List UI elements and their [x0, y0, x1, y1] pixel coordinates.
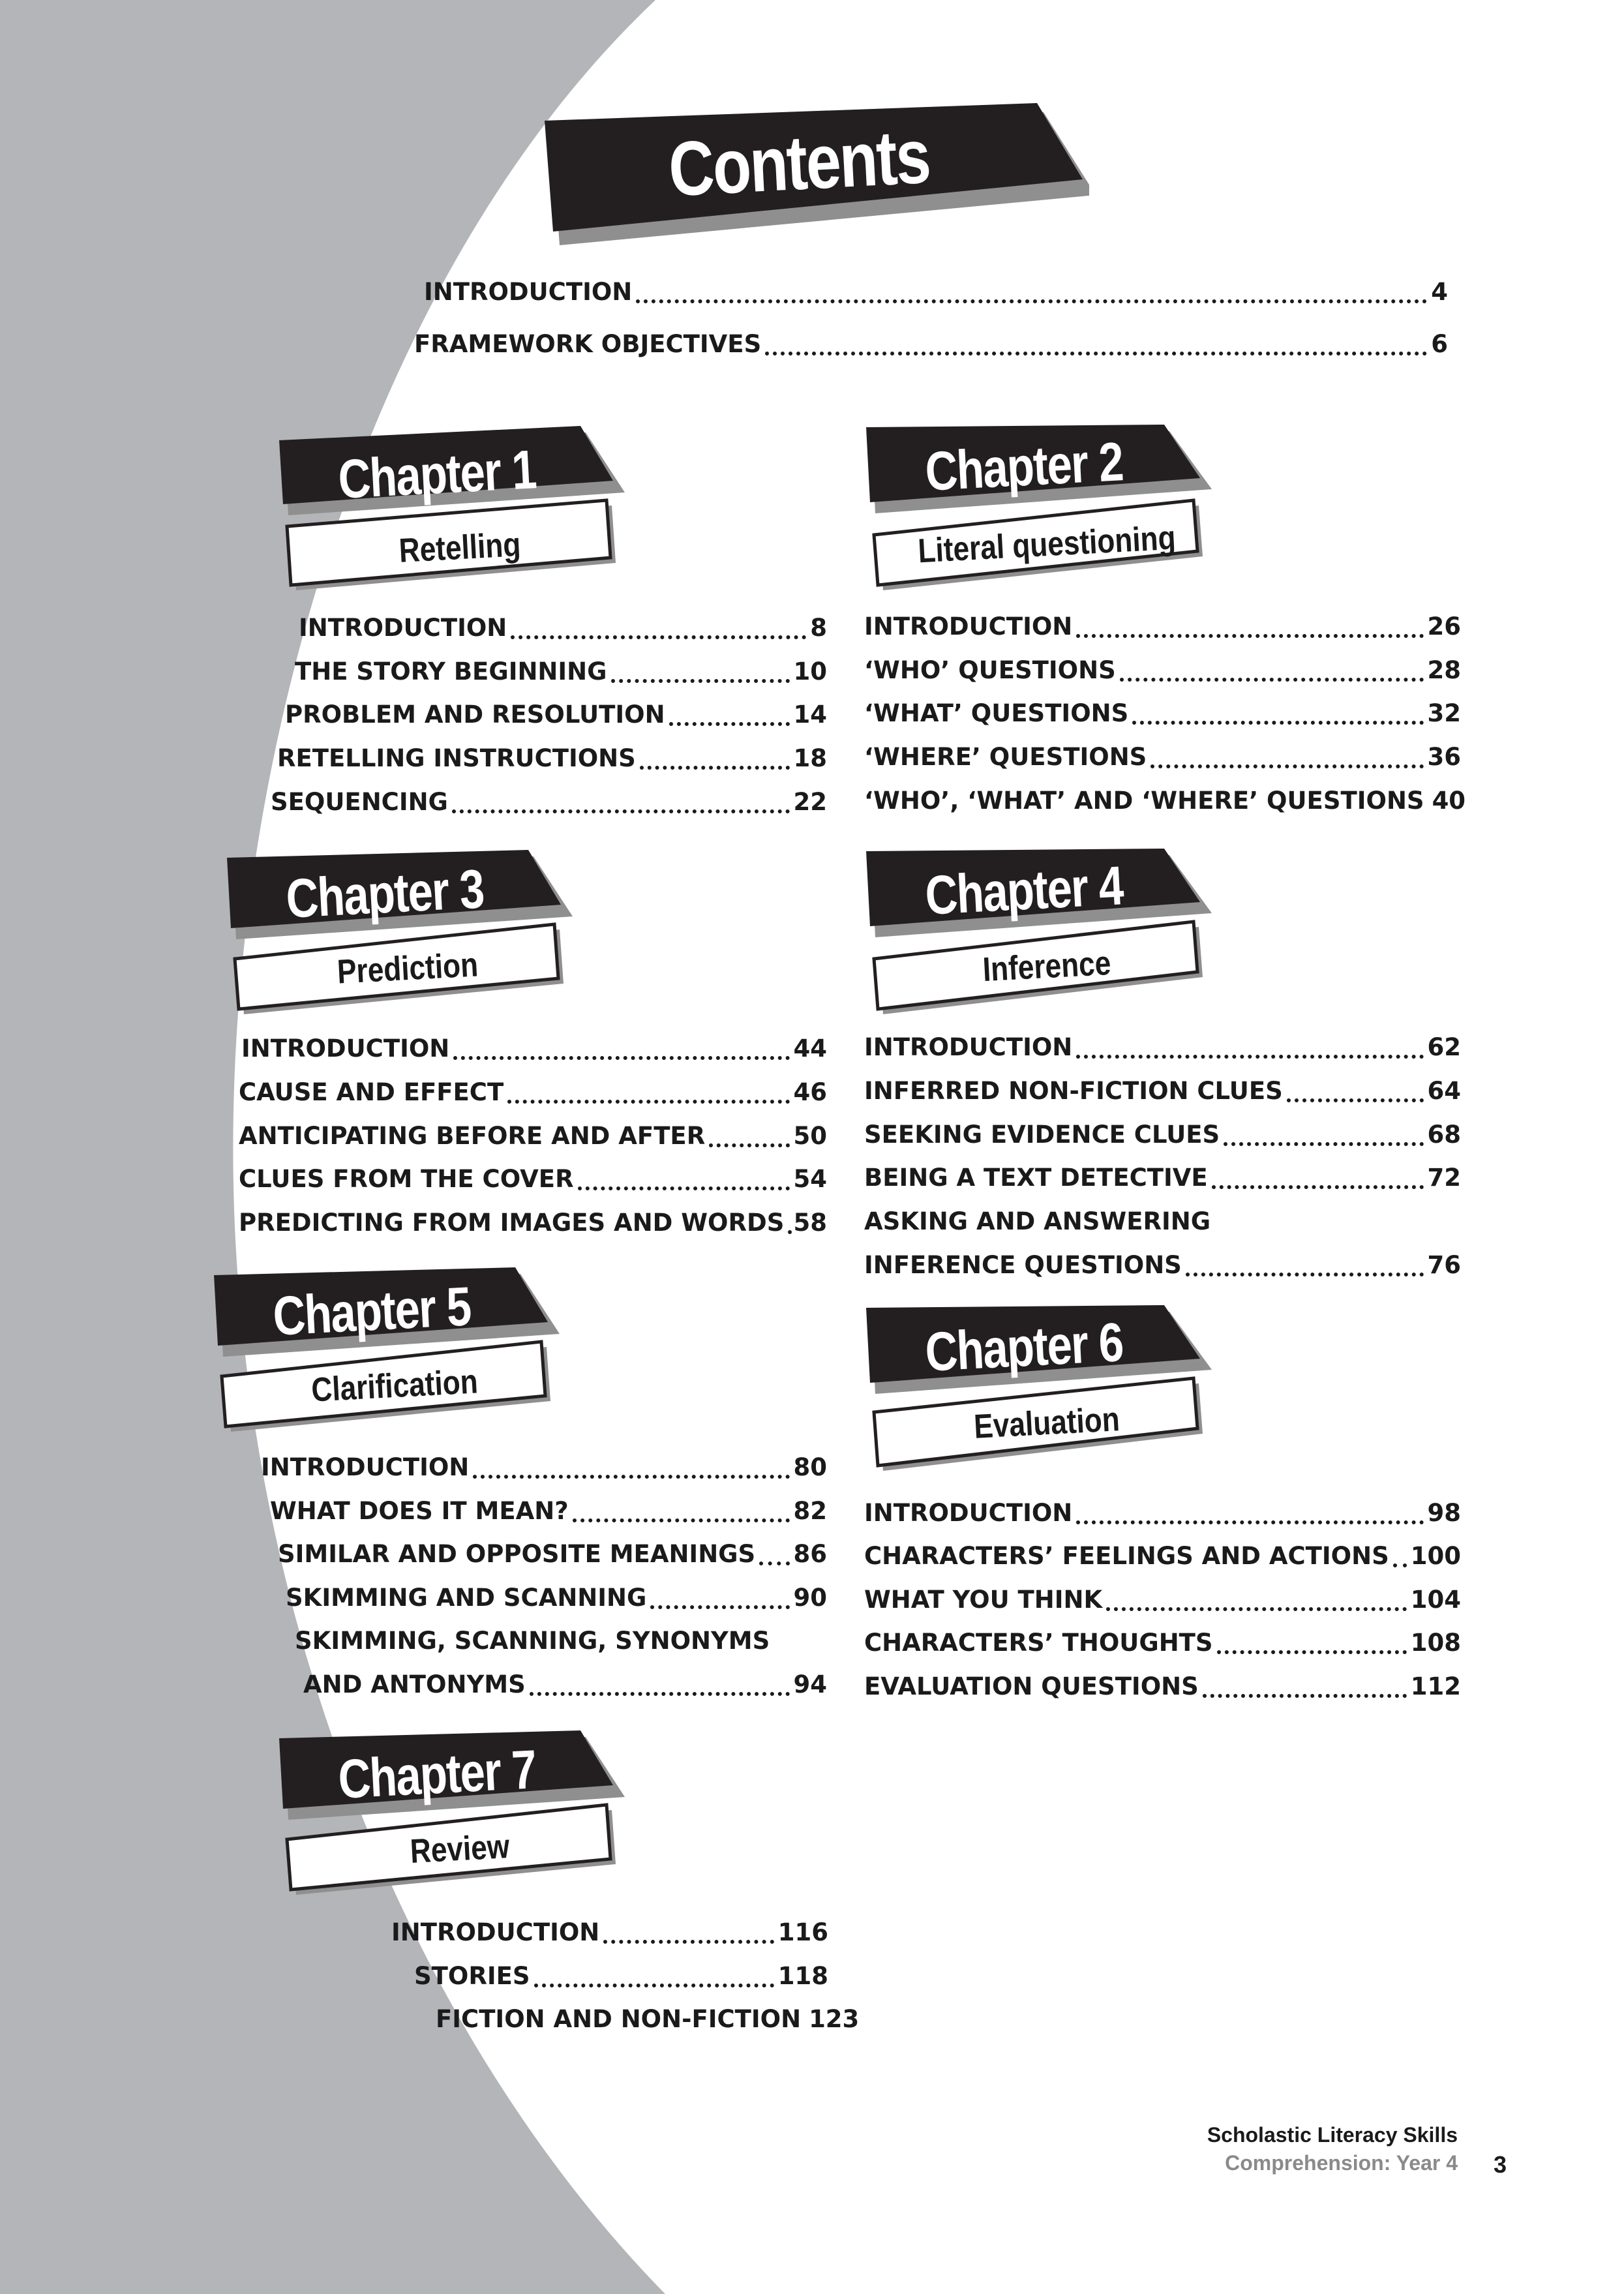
toc-label: AND ANTONYMS [303, 1670, 526, 1698]
toc-label: ASKING AND ANSWERING [864, 1207, 1211, 1235]
toc-label: INFERRED NON-FICTION CLUES [864, 1077, 1283, 1105]
toc-label: THE STORY BEGINNING [295, 657, 607, 686]
footer-series-title: Scholastic Literacy Skills [1207, 2123, 1458, 2147]
toc-page: 86 [793, 1540, 827, 1568]
toc-label: PROBLEM AND RESOLUTION [285, 701, 665, 729]
leader-dots [452, 804, 790, 813]
chapter-subtitle: Evaluation [972, 1400, 1121, 1446]
toc-label: INTRODUCTION [241, 1034, 450, 1063]
toc-label: SKIMMING AND SCANNING [286, 1584, 647, 1612]
toc-row[interactable] [864, 783, 1466, 819]
leader-dots [511, 630, 806, 639]
leader-dots [1224, 1137, 1423, 1146]
toc-label: SIMILAR AND OPPOSITE MEANINGS [278, 1540, 756, 1568]
leader-dots [603, 1935, 774, 1944]
leader-dots [573, 1513, 790, 1522]
toc-label: ANTICIPATING BEFORE AND AFTER [239, 1122, 706, 1150]
toc-label: INTRODUCTION [299, 614, 507, 642]
toc-label: SEEKING EVIDENCE CLUES [864, 1121, 1220, 1149]
toc-page: 18 [793, 744, 827, 772]
leader-dots [534, 1978, 774, 1987]
leader-dots [1120, 672, 1424, 682]
toc-label: WHAT YOU THINK [864, 1586, 1103, 1614]
toc-page: 46 [793, 1078, 827, 1106]
chapter-6-badge [861, 1301, 1226, 1477]
toc-label: CLUES FROM THE COVER [239, 1165, 574, 1193]
toc-page: 108 [1410, 1629, 1461, 1657]
toc-page: 28 [1427, 656, 1461, 684]
toc-row[interactable] [270, 1493, 827, 1530]
page-title: Contents [667, 113, 931, 213]
toc-page: 94 [793, 1670, 827, 1698]
chapter-title: Chapter 4 [924, 854, 1124, 926]
toc-page: 64 [1427, 1077, 1461, 1105]
leader-dots [765, 346, 1427, 355]
chapter-title: Chapter 7 [337, 1738, 537, 1810]
chapter-title: Chapter 3 [284, 857, 485, 929]
leader-dots [473, 1470, 789, 1479]
toc-row[interactable] [299, 610, 827, 646]
toc-row[interactable] [864, 1203, 1461, 1240]
toc-row[interactable] [285, 697, 827, 733]
toc-row-introduction[interactable] [424, 274, 1448, 310]
toc-row[interactable] [864, 695, 1461, 732]
toc-row[interactable] [239, 1118, 827, 1155]
leader-dots [650, 1600, 789, 1609]
toc-label: SKIMMING, SCANNING, SYNONYMS [295, 1627, 770, 1655]
toc-row[interactable] [864, 1160, 1461, 1196]
toc-row[interactable] [271, 784, 827, 821]
leader-dots [1150, 759, 1423, 768]
toc-row[interactable] [864, 1247, 1461, 1284]
leader-dots [1393, 1558, 1407, 1567]
toc-row[interactable] [864, 609, 1461, 645]
toc-page: 68 [1427, 1121, 1461, 1149]
leader-dots [1203, 1689, 1407, 1698]
chapter-4-badge [861, 845, 1226, 1021]
toc-row[interactable] [295, 1623, 827, 1659]
toc-row[interactable] [864, 1582, 1461, 1618]
leader-dots [611, 674, 790, 683]
chapter-7-badge [274, 1725, 639, 1901]
chapter-5-badge [209, 1262, 574, 1438]
chapter-title: Chapter 2 [924, 430, 1124, 502]
leader-dots [669, 717, 790, 726]
toc-row[interactable] [239, 1074, 827, 1111]
toc-label: INTRODUCTION [864, 1033, 1073, 1061]
toc-page: 80 [793, 1453, 827, 1481]
toc-page: 58 [793, 1209, 827, 1237]
toc-row[interactable] [277, 740, 827, 777]
leader-dots [1287, 1093, 1424, 1102]
leader-dots [759, 1556, 789, 1565]
toc-row[interactable] [864, 739, 1461, 776]
toc-page: 36 [1427, 743, 1461, 771]
toc-page: 116 [777, 1918, 828, 1946]
page-number: 3 [1494, 2151, 1507, 2178]
leader-dots [709, 1138, 789, 1147]
toc-label: INFERENCE QUESTIONS [864, 1251, 1182, 1279]
toc-page: 44 [793, 1034, 827, 1063]
toc-row[interactable] [436, 2001, 860, 2038]
toc-label: BEING A TEXT DETECTIVE [864, 1164, 1208, 1192]
toc-label: CHARACTERS’ FEELINGS AND ACTIONS [864, 1542, 1389, 1570]
toc-page: 32 [1427, 699, 1461, 727]
toc-row[interactable] [864, 1029, 1461, 1066]
chapter-3-badge [222, 845, 587, 1021]
toc-row[interactable] [864, 1538, 1461, 1575]
leader-dots [640, 761, 790, 770]
toc-label: ‘WHO’, ‘WHAT’ AND ‘WHERE’ QUESTIONS [864, 787, 1424, 815]
toc-row[interactable] [286, 1580, 827, 1616]
chapter-subtitle: Prediction [336, 946, 479, 991]
toc-label: FRAMEWORK OBJECTIVES [414, 330, 762, 358]
toc-label: SEQUENCING [271, 788, 448, 816]
toc-row[interactable] [303, 1667, 827, 1703]
leader-dots [788, 1225, 789, 1234]
toc-page: 22 [793, 788, 827, 816]
toc-page: 8 [810, 614, 827, 642]
leader-dots [636, 294, 1427, 303]
chapter-subtitle: Review [409, 1828, 511, 1871]
toc-row[interactable] [261, 1449, 827, 1486]
toc-page: 118 [777, 1962, 828, 1990]
toc-page: 40 [1432, 787, 1466, 815]
toc-row[interactable] [239, 1161, 827, 1198]
chapter-title: Chapter 5 [271, 1275, 472, 1347]
toc-label: INTRODUCTION [864, 1499, 1073, 1527]
leader-dots [1076, 1049, 1423, 1059]
footer-book-subtitle: Comprehension: Year 4 [1225, 2151, 1458, 2175]
toc-label: ‘WHO’ QUESTIONS [864, 656, 1116, 684]
toc-page: 82 [793, 1497, 827, 1525]
toc-row[interactable] [864, 1625, 1461, 1661]
toc-page: 76 [1427, 1251, 1461, 1279]
toc-label: STORIES [414, 1962, 530, 1990]
chapter-subtitle: Literal questioning [917, 519, 1177, 571]
chapter-title: Chapter 1 [337, 438, 537, 510]
toc-label: WHAT DOES IT MEAN? [270, 1497, 569, 1525]
toc-row[interactable] [239, 1205, 827, 1241]
leader-dots [1217, 1645, 1407, 1654]
toc-page: 62 [1427, 1033, 1461, 1061]
chapter-2-badge [861, 421, 1226, 597]
leader-dots [1212, 1180, 1424, 1189]
leader-dots [453, 1051, 789, 1060]
chapter-subtitle: Clarification [310, 1363, 479, 1410]
toc-label: INTRODUCTION [424, 278, 633, 306]
toc-label: INTRODUCTION [261, 1453, 470, 1481]
toc-row[interactable] [295, 654, 827, 690]
chapter-1-badge [274, 421, 639, 597]
toc-page: 90 [793, 1584, 827, 1612]
toc-row[interactable] [864, 1117, 1461, 1153]
toc-label: INTRODUCTION [864, 612, 1073, 641]
toc-row[interactable] [278, 1536, 827, 1573]
leader-dots [1132, 716, 1423, 725]
leader-dots [1076, 629, 1423, 638]
toc-label: PREDICTING FROM IMAGES AND WORDS [239, 1209, 785, 1237]
toc-row[interactable] [864, 1668, 1461, 1705]
toc-row-framework-objectives[interactable] [414, 326, 1448, 363]
toc-row[interactable] [864, 1495, 1461, 1532]
toc-label: ‘WHAT’ QUESTIONS [864, 699, 1129, 727]
leader-dots [1076, 1515, 1423, 1524]
toc-page: 112 [1410, 1672, 1461, 1700]
toc-row[interactable] [391, 1914, 828, 1951]
toc-row[interactable] [414, 1958, 828, 1995]
toc-page: 123 [809, 2005, 860, 2033]
leader-dots [507, 1094, 789, 1104]
toc-page: 50 [793, 1122, 827, 1150]
toc-page: 98 [1427, 1499, 1461, 1527]
toc-row[interactable] [864, 1073, 1461, 1109]
toc-label: EVALUATION QUESTIONS [864, 1672, 1199, 1700]
toc-page: 4 [1431, 278, 1448, 306]
leader-dots [1106, 1602, 1407, 1611]
chapter-title: Chapter 6 [924, 1310, 1124, 1383]
leader-dots [1186, 1267, 1424, 1276]
toc-label: INTRODUCTION [391, 1918, 600, 1946]
toc-page: 100 [1410, 1542, 1461, 1570]
toc-page: 6 [1431, 330, 1448, 358]
toc-label: CAUSE AND EFFECT [239, 1078, 504, 1106]
toc-label: RETELLING INSTRUCTIONS [277, 744, 636, 772]
toc-page: 26 [1427, 612, 1461, 641]
toc-page: 54 [793, 1165, 827, 1193]
toc-page: 14 [793, 701, 827, 729]
chapter-subtitle: Inference [982, 944, 1112, 989]
toc-label: ‘WHERE’ QUESTIONS [864, 743, 1147, 771]
toc-row[interactable] [864, 652, 1461, 689]
chapter-subtitle: Retelling [398, 526, 522, 570]
toc-row[interactable] [241, 1031, 827, 1067]
leader-dots [530, 1687, 790, 1696]
toc-label: CHARACTERS’ THOUGHTS [864, 1629, 1213, 1657]
toc-label: FICTION AND NON-FICTION [436, 2005, 802, 2033]
leader-dots [578, 1181, 790, 1190]
toc-page: 10 [793, 657, 827, 686]
toc-page: 72 [1427, 1164, 1461, 1192]
toc-page: 104 [1410, 1586, 1461, 1614]
